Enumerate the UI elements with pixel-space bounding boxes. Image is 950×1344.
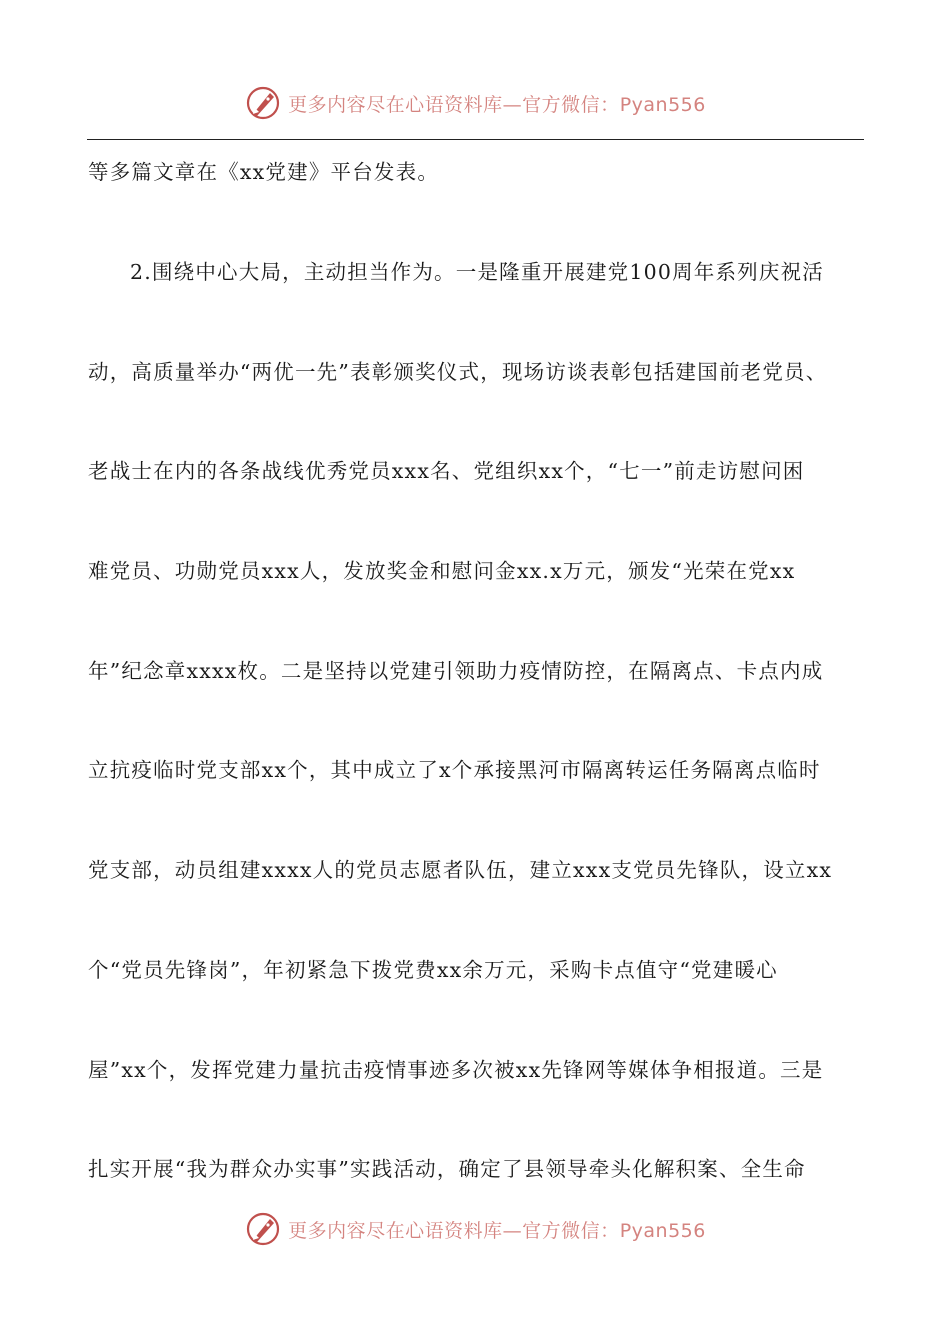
text-line: 老战士在内的各条战线优秀党员xxx名、党组织xx个，“七一”前走访慰问困 [88, 459, 805, 484]
pen-nib-logo-icon [244, 84, 282, 122]
text-line: 年”纪念章xxxx枚。二是坚持以党建引领助力疫情防控，在隔离点、卡点内成 [88, 658, 824, 683]
text-line: 立抗疫临时党支部xx个，其中成立了x个承接黑河市隔离转运任务隔离点临时 [88, 758, 821, 783]
footer-watermark [0, 1210, 950, 1248]
paragraph-start-line: 2.围绕中心大局，主动担当作为。一是隆重开展建党100周年系列庆祝活 [130, 260, 824, 284]
document-body [88, 150, 864, 1247]
wechat-id: Pyan556 [619, 93, 706, 116]
text-line: 等多篇文章在《xx党建》平台发表。 [88, 160, 440, 184]
text-line: 动，高质量举办“两优一先”表彰颁奖仪式，现场访谈表彰包括建国前老党员、 [88, 359, 828, 384]
text-line: 难党员、功勋党员xxx人，发放奖金和慰问金xx.x万元，颁发“光荣在党xx [88, 559, 796, 584]
text-line: 屋”xx个，发挥党建力量抗击疫情事迹多次被xx先锋网等媒体争相报道。三是 [88, 1057, 824, 1082]
header-watermark [0, 84, 950, 122]
text-line: 党支部，动员组建xxxx人的党员志愿者队伍，建立xxx支党员先锋队，设立xx [88, 858, 833, 883]
pen-nib-logo-icon [244, 1210, 282, 1248]
watermark-text: 更多内容尽在心语资料库—官方微信：Pyan556 [288, 93, 706, 116]
text-line: 个“党员先锋岗”，年初紧急下拨党费xx余万元，采购卡点值守“党建暖心 [88, 957, 778, 982]
header-divider [87, 139, 864, 140]
wechat-id: Pyan556 [619, 1219, 706, 1242]
watermark-text: 更多内容尽在心语资料库—官方微信：Pyan556 [288, 1219, 706, 1242]
text-line: 扎实开展“我为群众办实事”实践活动，确定了县领导牵头化解积案、全生命 [88, 1157, 806, 1182]
